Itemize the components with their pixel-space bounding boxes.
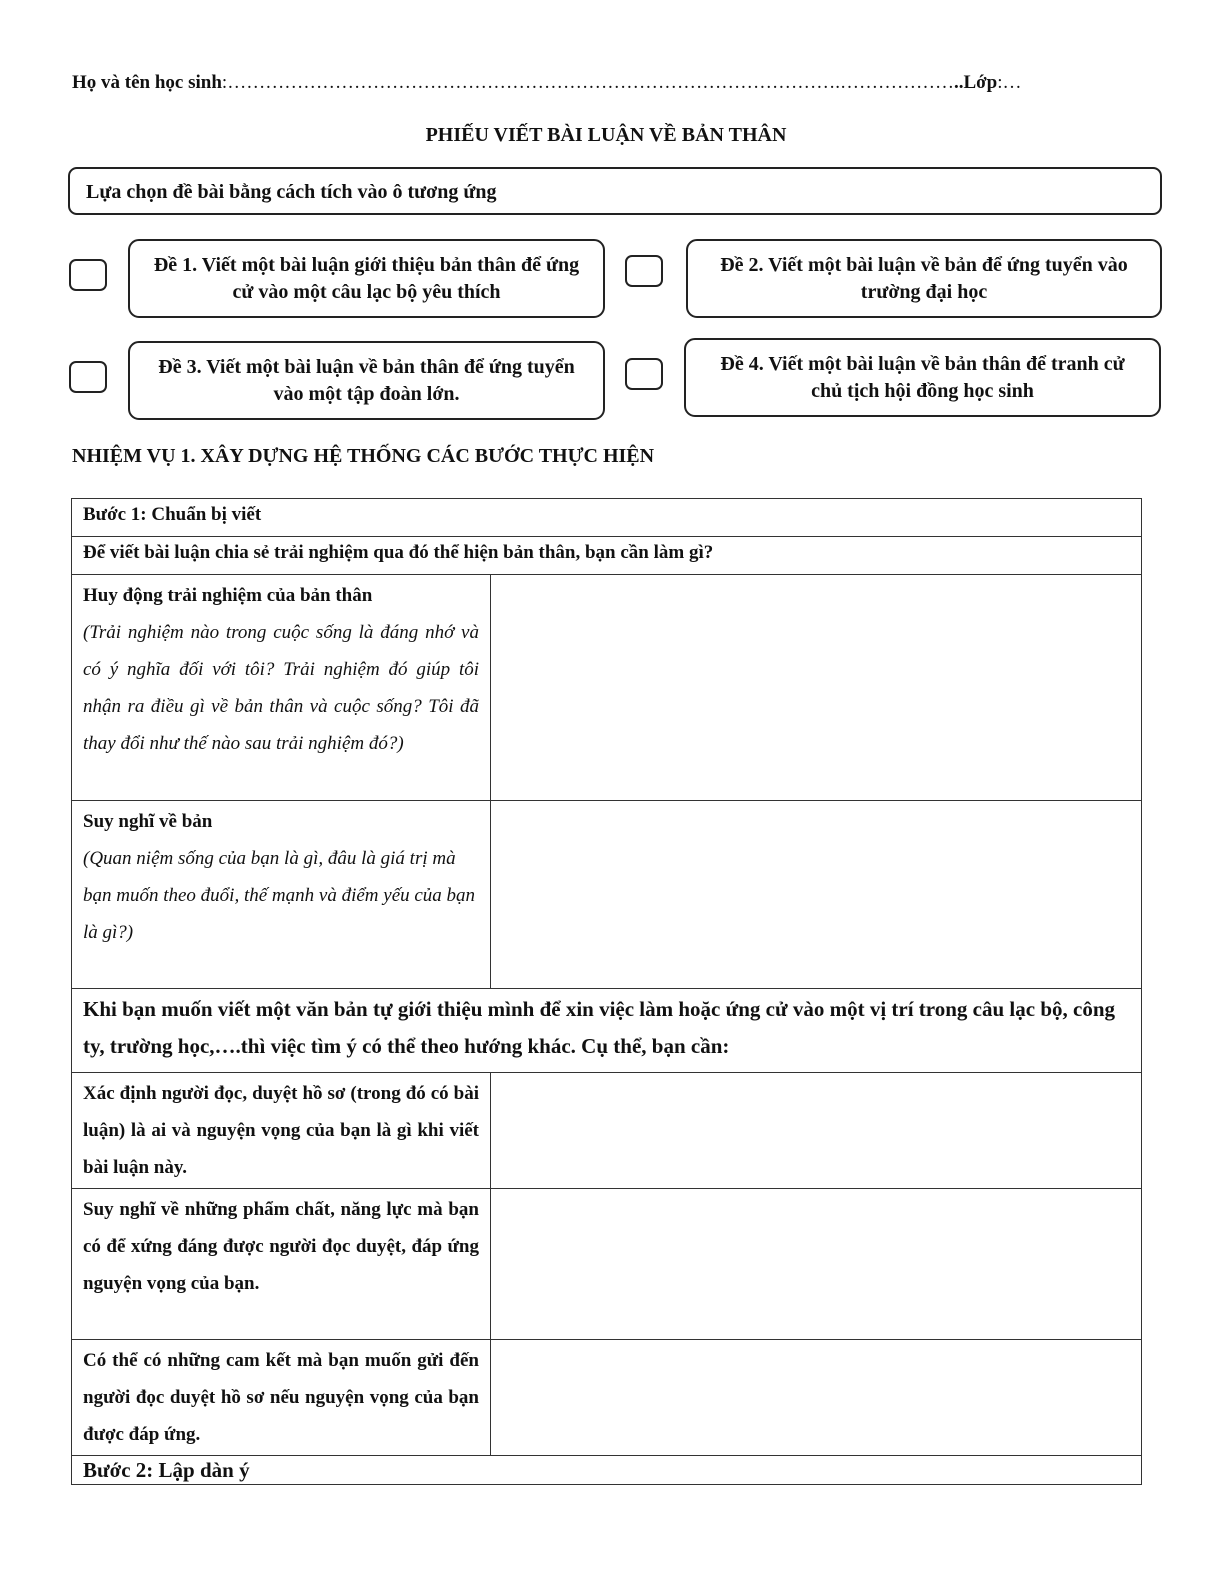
self-reflection-answer-cell[interactable] [491,801,1142,989]
commitments-cell: Có thể có những cam kết mà bạn muốn gửi đến người đọc duyệt hồ sơ nếu nguyện vọng của bạn được đáp ứng. [72,1340,491,1456]
topic-2-text: Đề 2. Viết một bài luận về bản để ứng tuyển vào trường đại học [720,253,1128,303]
reader-purpose-answer-cell[interactable] [491,1073,1142,1189]
table-row [72,1073,1142,1189]
step-2-heading: Bước 2: Lập dàn ý [72,1456,1142,1485]
student-name-label: Họ và tên học sinh [72,72,222,93]
topic-3-text: Đề 3. Viết một bài luận về bản thân để ứng tuyển vào một tập đoàn lớn. [158,355,575,405]
topic-1-box [128,239,605,318]
commitments-answer-cell[interactable] [491,1340,1142,1456]
experience-answer-cell[interactable] [491,575,1142,801]
worksheet-table [71,498,1142,1485]
step-1-heading: Bước 1: Chuẩn bị viết [72,499,1142,537]
topic-selection-prompt: Lựa chọn đề bài bằng cách tích vào ô tương ứng [68,167,1162,215]
student-info-line [72,72,1152,94]
self-reflection-title: Suy nghĩ về bản [83,811,213,832]
experience-title: Huy động trải nghiệm của bản thân [83,585,373,606]
self-reflection-hint: (Quan niệm sống của bạn là gì, đâu là giá trị mà bạn muốn theo đuổi, thế mạnh và điểm yếu của bạn là gì?) [83,848,476,943]
table-row [72,537,1142,575]
table-row [72,499,1142,537]
class-field[interactable]: :… [997,72,1022,93]
topic-2-checkbox[interactable] [625,255,663,287]
self-reflection-cell [72,801,491,989]
topic-4-checkbox[interactable] [625,358,663,390]
table-row [72,1340,1142,1456]
guiding-question: Để viết bài luận chia sẻ trải nghiệm qua đó thể hiện bản thân, bạn cần làm gì? [72,537,1142,575]
table-row [72,989,1142,1073]
experience-hint: (Trải nghiệm nào trong cuộc sống là đáng nhớ và có ý nghĩa đối với tôi? Trải nghiệm đó giúp tôi nhận ra điều gì về bản thân và cuộc sống? Tôi đã thay đổi như thế nào sau trải nghiệm đó?) [83,622,479,754]
class-label: ..Lớp [953,72,998,93]
table-row [72,1456,1142,1485]
table-row [72,1189,1142,1340]
student-name-field[interactable]: :…………………………………………………………………………………….……………… [221,72,954,93]
qualities-answer-cell[interactable] [491,1189,1142,1340]
qualities-cell: Suy nghĩ về những phẩm chất, năng lực mà bạn có để xứng đáng được người đọc duyệt, đáp ứng nguyện vọng của bạn. [72,1189,491,1340]
table-row [72,801,1142,989]
topic-4-box [684,338,1161,417]
reader-purpose-cell: Xác định người đọc, duyệt hồ sơ (trong đó có bài luận) là ai và nguyện vọng của bạn là gì khi viết bài luận này. [72,1073,491,1189]
topic-4-text: Đề 4. Viết một bài luận về bản thân để tranh cử chủ tịch hội đồng học sinh [720,352,1125,402]
page-title: PHIẾU VIẾT BÀI LUẬN VỀ BẢN THÂN [425,124,787,146]
task-1-heading: NHIỆM VỤ 1. XÂY DỰNG HỆ THỐNG CÁC BƯỚC THỰC HIỆN [72,445,655,467]
application-note: Khi bạn muốn viết một văn bản tự giới thiệu mình để xin việc làm hoặc ứng cử vào một vị trí trong câu lạc bộ, công ty, trường học,….thì việc tìm ý có thể theo hướng khác. Cụ thể, bạn cần: [72,989,1142,1073]
topic-1-text: Đề 1. Viết một bài luận giới thiệu bản thân để ứng cử vào một câu lạc bộ yêu thích [153,253,580,303]
topic-1-checkbox[interactable] [69,259,107,291]
table-row [72,575,1142,801]
topic-2-box [686,239,1162,318]
experience-cell [72,575,491,801]
topic-3-box [128,341,605,420]
topic-3-checkbox[interactable] [69,361,107,393]
